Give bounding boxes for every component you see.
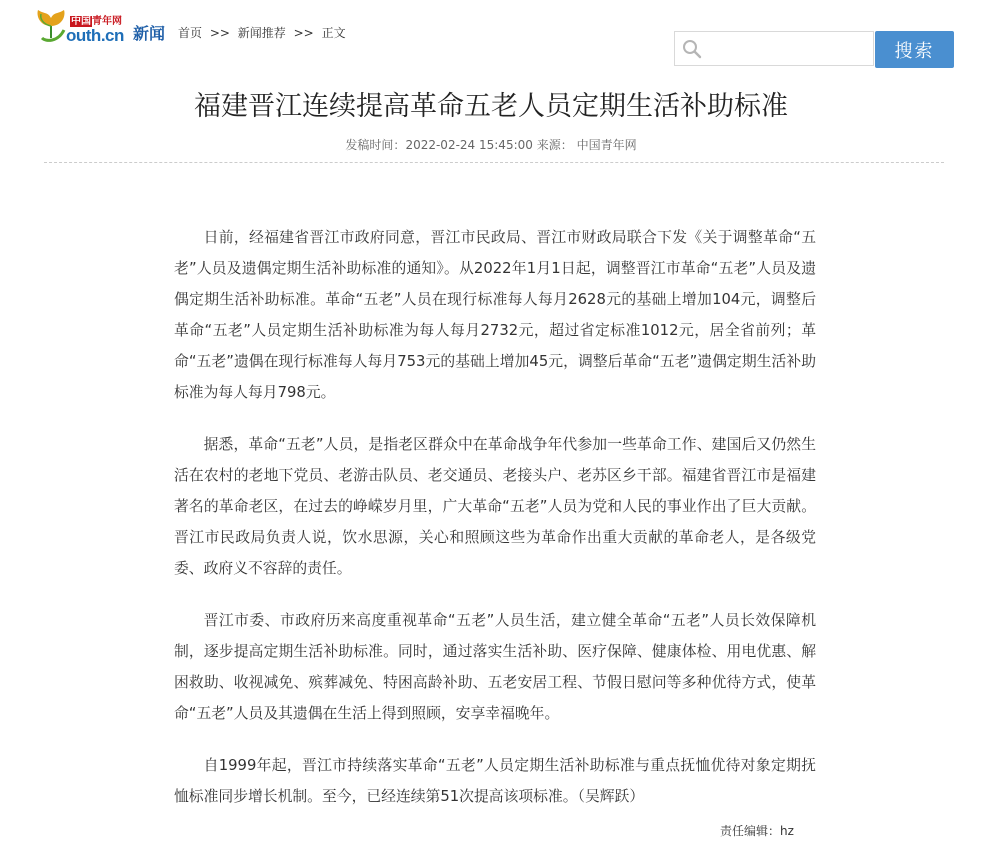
article-paragraph: 据悉，革命“五老”人员，是指老区群众中在革命战争年代参加一些革命工作、建国后又仍然生活在农村的老地下党员、老游击队员、老交通员、老接头户、老苏区乡干部。福建省晋江市是福建著名的革命老区，在过去的峥嵘岁月里，广大革命“五老”人员为党和人民的事业作出了巨大贡献。晋江市民政局负责人说，饮水思源，关心和照顾这些为革命作出重大贡献的革命老人，是各级党委、政府义不容辞的责任。 xyxy=(174,436,816,577)
channel-name[interactable]: 新闻 xyxy=(133,24,166,43)
editor-name: hz xyxy=(780,824,794,838)
article-paragraph: 晋江市委、市政府历来高度重视革命“五老”人员生活，建立健全革命“五老”人员长效保障机制，逐步提高定期生活补助标准。同时，通过落实生活补助、医疗保障、健康体检、用电优惠、解困救助、收视减免、殡葬减免、特困高龄补助、五老安居工程、节假日慰问等多种优待方式，使革命“五老”人员及其遗偶在生活上得到照顾，安享幸福晚年。 xyxy=(174,612,816,722)
breadcrumb-home[interactable]: 首页 xyxy=(178,26,203,40)
article-meta xyxy=(0,136,982,153)
logo-en-text: outh.cn xyxy=(66,26,124,45)
breadcrumb-current: 正文 xyxy=(321,26,346,40)
header-divider xyxy=(44,162,944,163)
search-input[interactable] xyxy=(707,32,871,67)
search-button[interactable]: 搜索 xyxy=(875,31,954,68)
source-label: 来源： xyxy=(536,138,573,152)
editor-label: 责任编辑： xyxy=(720,824,781,838)
site-logo[interactable] xyxy=(30,6,130,60)
source-name: 中国青年网 xyxy=(576,138,637,152)
responsible-editor xyxy=(720,822,794,839)
breadcrumb xyxy=(178,24,346,41)
article-paragraph: 日前，经福建省晋江市政府同意，晋江市民政局、晋江市财政局联合下发《关于调整革命“五老”人员及遗偶定期生活补助标准的通知》。从2022年1月1日起，调整晋江市革命“五老”人员及遗偶定期生活补助标准。革命“五老”人员在现行标准每人每月2628元的基础上增加104元，调整后革命“五老”人员定期生活补助标准为每人每月2732元，超过省定标准1012元，居全省前列；革命“五老”遗偶在现行标准每人每月753元的基础上增加45元，调整后革命“五老”遗偶定期生活补助标准为每人每月798元。 xyxy=(174,229,816,401)
search-icon xyxy=(682,39,702,59)
breadcrumb-section[interactable]: 新闻推荐 xyxy=(237,26,286,40)
publish-time-label: 发稿时间： xyxy=(345,138,406,152)
breadcrumb-separator: >> xyxy=(293,26,314,40)
article-title: 福建晋江连续提高革命五老人员定期生活补助标准 xyxy=(194,91,788,122)
search-box xyxy=(674,31,874,66)
publish-time: 2022-02-24 15:45:00 xyxy=(405,138,533,152)
article-body xyxy=(174,222,816,833)
breadcrumb-separator: >> xyxy=(209,26,230,40)
logo-cn-text: 中国青年网 xyxy=(71,16,122,27)
ginkgo-leaf-icon xyxy=(34,8,68,42)
article-paragraph: 自1999年起，晋江市持续落实革命“五老”人员定期生活补助标准与重点抚恤优待对象定期抚恤标准同步增长机制。至今，已经连续第51次提高该项标准。（吴辉跃） xyxy=(174,757,816,805)
